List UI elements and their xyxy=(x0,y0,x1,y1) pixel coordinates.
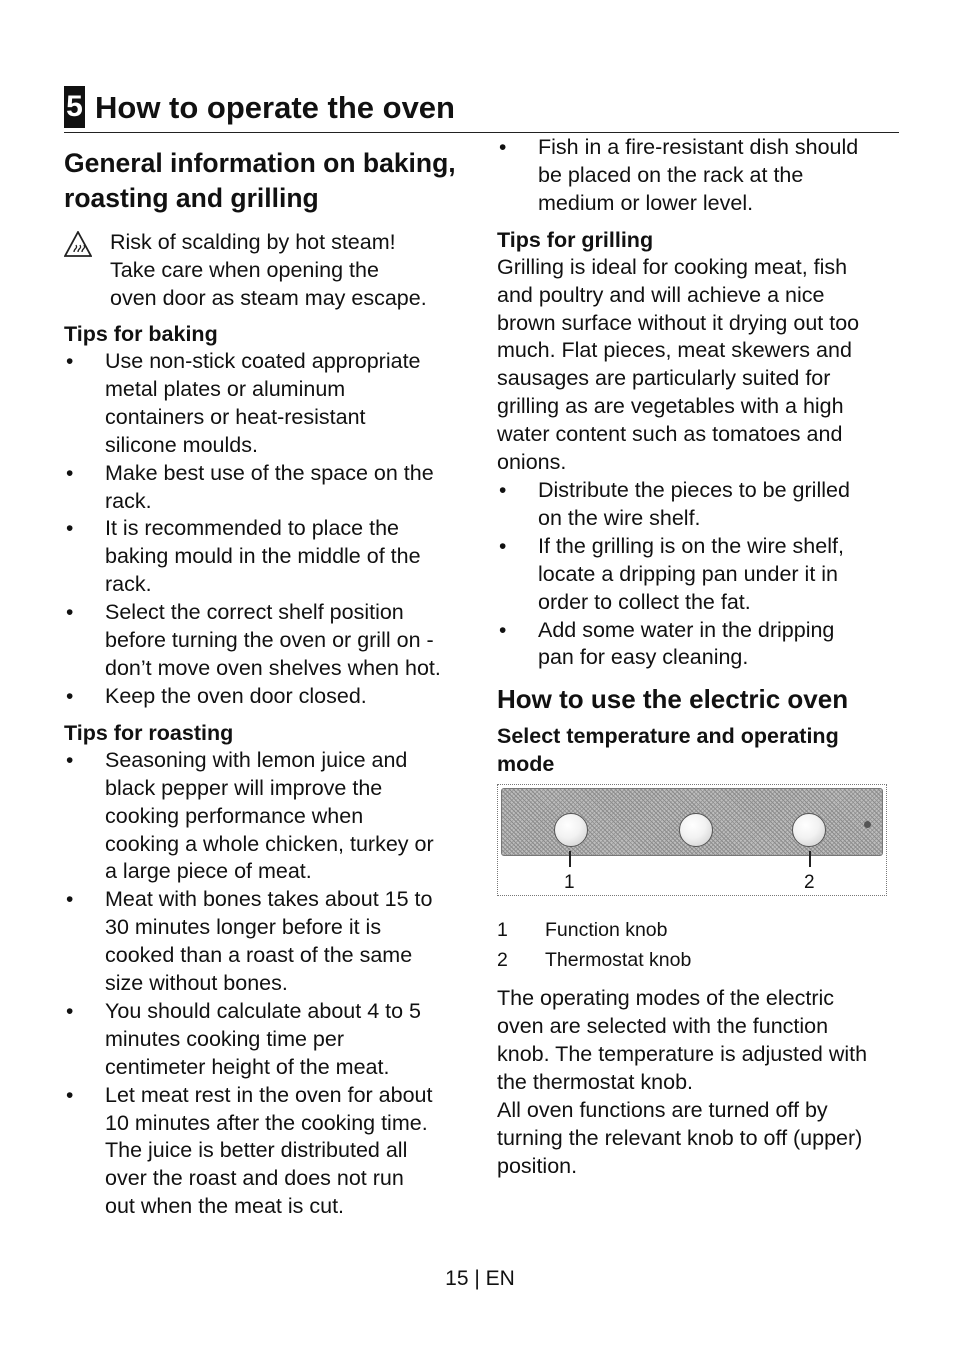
list-item: • You should calculate about 4 to 5 minutes cooking time per centimeter height of the meat. xyxy=(64,998,474,1082)
warning-text-line: oven door as steam may escape. xyxy=(110,286,427,310)
callout-label-2: 2 xyxy=(804,872,815,894)
section-title-general xyxy=(64,146,474,216)
grilling-intro-paragraph: Grilling is ideal for cooking meat, fish and poultry and will achieve a nice brown surface without it drying out too much. Flat pieces, meat skewers and sausages are particularly suited for grilling as are vegetables with a high water content such as tomatoes and onions. xyxy=(497,254,860,475)
legend-row: 1 Function knob xyxy=(497,919,668,942)
chapter-number-badge: 5 xyxy=(64,86,85,128)
list-item: • Let meat rest in the oven for about 10 minutes after the cooking time. The juice is better distributed all over the roast and does not run out when the meat is cut. xyxy=(64,1082,474,1222)
select-temperature-heading: Select temperature and operating mode xyxy=(497,724,839,777)
control-panel-strip xyxy=(501,788,883,856)
page-number: 15 | EN xyxy=(445,1267,515,1290)
figure-legend xyxy=(497,916,897,975)
list-item: • Use non-stick coated appropriate metal plates or aluminum containers or heat-resistant silicone moulds. xyxy=(64,348,474,460)
tips-baking-heading: Tips for baking xyxy=(64,322,218,346)
baking-tips-list xyxy=(64,348,474,711)
electric-oven-paragraph: The operating modes of the electric oven are selected with the function knob. The temperature is adjusted with the thermostat knob. All oven functions are turned off by turning the relevant knob to off (upper) position. xyxy=(497,986,868,1178)
scald-warning xyxy=(64,228,474,312)
tips-grilling-heading: Tips for grilling xyxy=(497,227,654,252)
list-item: • Keep the oven door closed. xyxy=(64,683,474,711)
list-item: • Select the correct shelf position before turning the oven or grill on - don’t move oven shelves when hot. xyxy=(64,599,474,683)
control-panel-figure xyxy=(497,784,887,896)
list-item: • Seasoning with lemon juice and black pepper will improve the cooking performance when cooking a whole chicken, turkey or a large piece of meat. xyxy=(64,747,474,887)
thermostat-knob xyxy=(792,813,826,847)
chapter-title: How to operate the oven xyxy=(95,90,455,125)
warning-text-line: Take care when opening the xyxy=(110,258,379,282)
warning-text-line: Risk of scalding by hot steam! xyxy=(110,230,396,254)
callout-line-2 xyxy=(809,851,811,867)
chapter-header xyxy=(64,84,899,133)
callout-line-1 xyxy=(569,851,571,867)
list-item: • Meat with bones takes about 15 to 30 minutes longer before it is cooked than a roast of the same size without bones. xyxy=(64,886,474,998)
list-item: • Fish in a fire-resistant dish should be placed on the rack at the medium or lower level. xyxy=(497,134,897,218)
list-item: • Add some water in the dripping pan for easy cleaning. xyxy=(497,617,897,673)
section-title-line: roasting and grilling xyxy=(64,183,319,213)
list-item: • Make best use of the space on the rack. xyxy=(64,460,474,516)
tips-roasting-heading: Tips for roasting xyxy=(64,720,234,745)
list-item: • It is recommended to place the baking mould in the middle of the rack. xyxy=(64,515,474,599)
middle-knob xyxy=(679,813,713,847)
left-column xyxy=(64,140,474,1221)
indicator-lamp-icon xyxy=(864,821,871,828)
roasting-tips-continued-list xyxy=(497,134,897,218)
legend-row: 2 Thermostat knob xyxy=(497,948,692,971)
grilling-tips-list xyxy=(497,477,897,672)
list-item: • Distribute the pieces to be grilled on the wire shelf. xyxy=(497,477,897,533)
section-title-line: General information on baking, xyxy=(64,148,456,178)
section-title-electric-oven: How to use the electric oven xyxy=(497,684,849,715)
roasting-tips-list xyxy=(64,747,474,1221)
function-knob xyxy=(554,813,588,847)
warning-triangle-icon xyxy=(64,231,92,257)
callout-label-1: 1 xyxy=(564,872,575,894)
right-column xyxy=(497,135,897,1181)
list-item: • If the grilling is on the wire shelf, locate a dripping pan under it in order to collect the fat. xyxy=(497,533,897,617)
